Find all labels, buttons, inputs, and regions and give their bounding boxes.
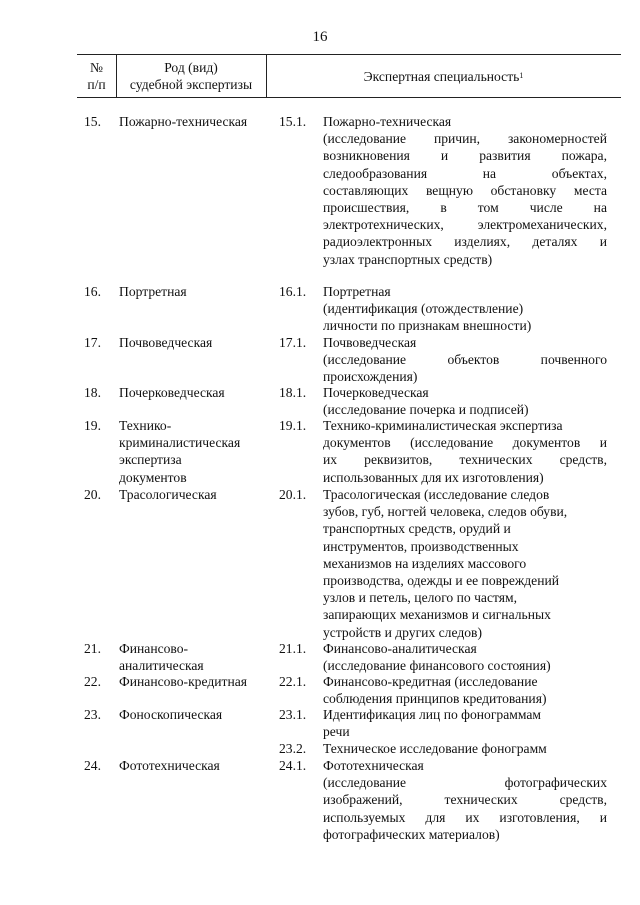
header-col-specialty: Экспертная специальность 1 <box>363 68 524 84</box>
specialty-line: использованных для их изготовления) <box>323 469 544 485</box>
row-number: 22. <box>84 674 101 689</box>
specialty-line: Техническое исследование фонограмм <box>323 741 547 756</box>
specialty-line: Технико-криминалистическая экспертиза <box>323 418 563 433</box>
specialty-code: 16.1. <box>279 284 307 299</box>
specialty-code: 21.1. <box>279 641 307 656</box>
specialty-line: личности по признакам внешности) <box>323 318 532 334</box>
row-number: 20. <box>84 487 101 502</box>
specialty-code: 20.1. <box>279 487 307 502</box>
row-number: 17. <box>84 335 101 350</box>
specialty-line: устройств и других следов) <box>323 624 482 640</box>
specialty-text <box>323 740 607 757</box>
row-number: 18. <box>84 385 101 400</box>
specialty-line: радиоэлектронных изделиях, деталях и <box>323 234 607 250</box>
expertise-kind: Финансово- аналитическая <box>119 641 204 674</box>
specialty-line: возникновения и развития пожара, <box>323 148 607 164</box>
expertise-kind: Портретная <box>119 284 187 299</box>
specialty-line: Трасологическая (исследование следов <box>323 487 550 502</box>
expertise-kind: Трасологическая <box>119 487 217 502</box>
row-number: 15. <box>84 114 101 129</box>
specialty-line: изображений, технических средств, <box>323 792 607 808</box>
specialty-code: 17.1. <box>279 335 307 350</box>
specialty-line: Почвоведческая <box>323 335 417 350</box>
specialty-text <box>323 486 607 641</box>
specialty-line: запирающих механизмов и сигнальных <box>323 607 551 623</box>
specialty-line: (исследование почерка и подписей) <box>323 402 529 418</box>
specialty-line: составляющих вещную обстановку места <box>323 182 607 198</box>
specialty-line: происхождения) <box>323 369 418 385</box>
specialty-line: Фототехническая <box>323 758 424 773</box>
specialty-line: Портретная <box>323 284 391 299</box>
specialty-line: (идентификация (отождествление) <box>323 301 524 317</box>
specialty-line: происшествия, в том числе на <box>323 200 607 216</box>
row-number: 19. <box>84 418 101 433</box>
specialty-text <box>323 706 607 740</box>
specialty-line: производства, одежды и ее повреждений <box>323 573 560 589</box>
specialty-text <box>323 640 607 674</box>
row-number: 16. <box>84 284 101 299</box>
specialty-line: транспортных средств, орудий и <box>323 521 511 537</box>
specialty-code: 23.1. <box>279 707 307 722</box>
specialty-line: Идентификация лиц по фонограммам <box>323 707 542 722</box>
specialty-line: инструментов, производственных <box>323 538 519 554</box>
header-col-number: № п/п <box>87 60 106 92</box>
specialty-text <box>323 417 607 486</box>
expertise-kind: Технико- криминалистическая экспертиза документов <box>119 418 241 485</box>
specialty-code: 19.1. <box>279 418 307 433</box>
specialty-line: Финансово-кредитная (исследование <box>323 674 538 689</box>
specialty-line: речи <box>323 724 350 740</box>
expertise-kind: Пожарно-техническая <box>119 114 248 129</box>
specialty-text <box>323 673 607 707</box>
row-number: 21. <box>84 641 101 656</box>
specialty-line: зубов, губ, ногтей человека, следов обуви, <box>323 504 568 520</box>
specialty-line: (исследование фотографических <box>323 775 607 791</box>
expertise-kind: Почерковедческая <box>119 385 225 400</box>
expertise-kind: Фоноскопическая <box>119 707 223 722</box>
specialty-text <box>323 384 607 418</box>
specialty-line: (исследование причин, закономерностей <box>323 131 607 147</box>
specialty-line: механизмов на изделиях массового <box>323 555 527 571</box>
expertise-kind: Финансово-кредитная <box>119 674 248 689</box>
specialty-line: узлов и петель, целого по частям, <box>323 590 518 606</box>
specialty-line: (исследование финансового состояния) <box>323 658 551 674</box>
specialty-code: 15.1. <box>279 114 307 129</box>
specialty-line: (исследование объектов почвенного <box>323 352 607 368</box>
specialty-text <box>323 283 607 335</box>
specialty-line: Финансово-аналитическая <box>323 641 477 656</box>
specialty-line: их реквизитов, технических средств, <box>323 452 607 468</box>
table-header <box>77 54 621 98</box>
specialty-code: 18.1. <box>279 385 307 400</box>
expertise-kind: Фототехническая <box>119 758 220 773</box>
specialty-text <box>323 334 607 386</box>
expertise-kind: Почвоведческая <box>119 335 213 350</box>
specialty-line: документов (исследование документов и <box>323 435 607 451</box>
header-col-kind: Род (вид) судебной экспертизы <box>129 60 253 92</box>
specialty-line: Пожарно-техническая <box>323 114 452 129</box>
specialty-code: 23.2. <box>279 741 307 756</box>
specialty-code: 22.1. <box>279 674 307 689</box>
specialty-line: электротехнических, электромеханических, <box>323 217 607 233</box>
specialty-line: Почерковедческая <box>323 385 429 400</box>
specialty-line: узлах транспортных средств) <box>323 251 493 267</box>
specialty-line: используемых для их изготовления, и <box>323 809 607 825</box>
specialty-line: фотографических материалов) <box>323 826 500 842</box>
specialty-line: соблюдения принципов кредитования) <box>323 691 547 707</box>
specialty-line: следообразования на объектах, <box>323 165 607 181</box>
header-col-specialty-label: Экспертная специальность <box>363 68 520 84</box>
row-number: 24. <box>84 758 101 773</box>
page-number: 16 <box>312 29 328 45</box>
specialty-text <box>323 757 607 843</box>
specialty-text <box>323 113 607 268</box>
row-number: 23. <box>84 707 101 722</box>
specialty-code: 24.1. <box>279 758 307 773</box>
